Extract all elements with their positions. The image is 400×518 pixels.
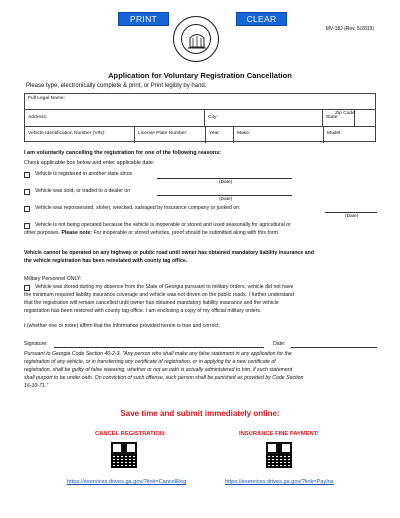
reason-sold-date-input[interactable] (157, 195, 292, 196)
reason-not-operated-purposes: other purposes. (24, 230, 61, 236)
insurance-fine-link[interactable]: https://eservices.drives.ga.gov/?link=PayIns (225, 479, 334, 485)
reason-other-state-label: Vehicle is registered in another state since (35, 171, 133, 177)
plate-field[interactable]: License Plate Number: (135, 127, 206, 143)
department-seal (173, 16, 219, 62)
military-line1: Vehicle was stored during my absence from the State of Georgia pursuant to military orders, vehicle did not have (35, 284, 294, 290)
vin-field[interactable]: Vehicle Identification Number (VIN): (25, 127, 135, 143)
reason-repossessed-checkbox[interactable] (24, 206, 30, 212)
cancel-registration-label: CANCEL REGISTRATION: (95, 431, 166, 437)
reason-not-operated-line2 (24, 230, 279, 237)
date-caption: (Date) (345, 214, 359, 219)
instructions: Please type, electronically complete & print, or Print legibly by hand. (26, 83, 207, 89)
city-field[interactable]: City: (205, 110, 323, 127)
online-heading: Save time and submit immediately online: (120, 409, 280, 418)
military-line2: the minimum required liability insurance coverage and vehicle was not driven on the public roads. I further understand (24, 292, 294, 298)
year-field[interactable]: Year: (206, 127, 234, 143)
reasons-subheading: Check applicable box below and enter applicable date: (24, 160, 155, 166)
zip-label: Zip Code: (335, 111, 357, 116)
reason-sold-label: Vehicle was sold, or traded to a dealer on (35, 188, 131, 194)
reason-not-operated-checkbox[interactable] (24, 223, 30, 229)
note-text: For inoperable or stored vehicles, proof should be submitted along with this form. (93, 230, 280, 236)
applicant-info-grid (24, 93, 376, 142)
legal-line1: Pursuant to Georgia Code Section 40-2-3, "Any person who shall make any false statement in any application for the (24, 351, 292, 357)
zip-field[interactable] (355, 110, 377, 127)
reasons-heading: I am voluntarily cancelling the registration for one of the following reasons: (24, 150, 222, 156)
legal-line4: shall purport to be under oath. On conviction of such offense, such person shall be punished as provided by Code Section (24, 375, 304, 381)
print-button[interactable]: PRINT (118, 12, 169, 26)
insurance-fine-label: INSURANCE FINE PAYMENT: (239, 431, 319, 437)
military-line3: that the registration will remain cancelled until owner has obtained mandatory liability insurance and the vehicle (24, 300, 279, 306)
legal-line3: registration, shall be guilty of false swearing, whether or not an oath is actually administered to him, if such statement (24, 367, 293, 373)
reason-repossessed-date-input[interactable] (325, 212, 377, 213)
signature-label: Signature: (24, 341, 48, 347)
reason-sold-checkbox[interactable] (24, 189, 30, 195)
date-caption: (Date) (219, 197, 233, 202)
note-label: Please note: (61, 230, 93, 236)
address-field[interactable]: Address: (25, 110, 205, 127)
military-heading: Military Personnel ONLY: (24, 276, 82, 282)
make-field[interactable]: Make: (234, 127, 324, 143)
legal-line5: 16-10-71." (24, 383, 49, 389)
warning-line2: the vehicle registration has been reinstated with county tag office. (24, 258, 188, 264)
signature-input[interactable] (54, 347, 264, 348)
state-field[interactable]: State: (323, 110, 355, 127)
clear-button[interactable]: CLEAR (236, 12, 287, 26)
cancel-registration-qr-icon[interactable] (111, 442, 137, 468)
date-caption: (Date) (219, 180, 233, 185)
legal-line2: registration of any vehicle, or in transferring any certificate of registration, or in applying for a new certificate of (24, 359, 276, 365)
military-checkbox[interactable] (24, 285, 30, 291)
model-field[interactable]: Model: (327, 131, 342, 136)
reason-not-operated-line1: Vehicle is not being operated because the vehicle is inoperable or stored and used seasonally for agricultural or (35, 222, 291, 228)
warning-line1: Vehicle cannot be operated on any highway or public road until owner has obtained mandatory liability insurance and (24, 250, 314, 256)
insurance-fine-qr-icon[interactable] (266, 442, 292, 468)
reason-other-state-date-input[interactable] (157, 178, 292, 179)
signature-date-input[interactable] (291, 347, 377, 348)
reason-repossessed-label: Vehicle was repossessed, stolen, wrecked, salvaged by insurance company or junked on: (35, 205, 241, 211)
affirmation: I (whether one or more) affirm that the information provided herein is true and correct. (24, 323, 220, 329)
seal-arch-icon (181, 24, 211, 54)
cancel-registration-link[interactable]: https://eservices.drives.ga.gov/?link=CancelReg (67, 479, 187, 485)
full-legal-name-field[interactable]: Full Legal Name: (28, 96, 65, 101)
reason-other-state-checkbox[interactable] (24, 172, 30, 178)
date-label: Date: (273, 341, 286, 347)
page-title: Application for Voluntary Registration Cancellation (108, 71, 292, 80)
form-number: MV-18J (Rev. 5/2019) (325, 26, 374, 32)
military-line4: registration has been restored with county tag office. I am enclosing a copy of my official military orders. (24, 308, 262, 314)
